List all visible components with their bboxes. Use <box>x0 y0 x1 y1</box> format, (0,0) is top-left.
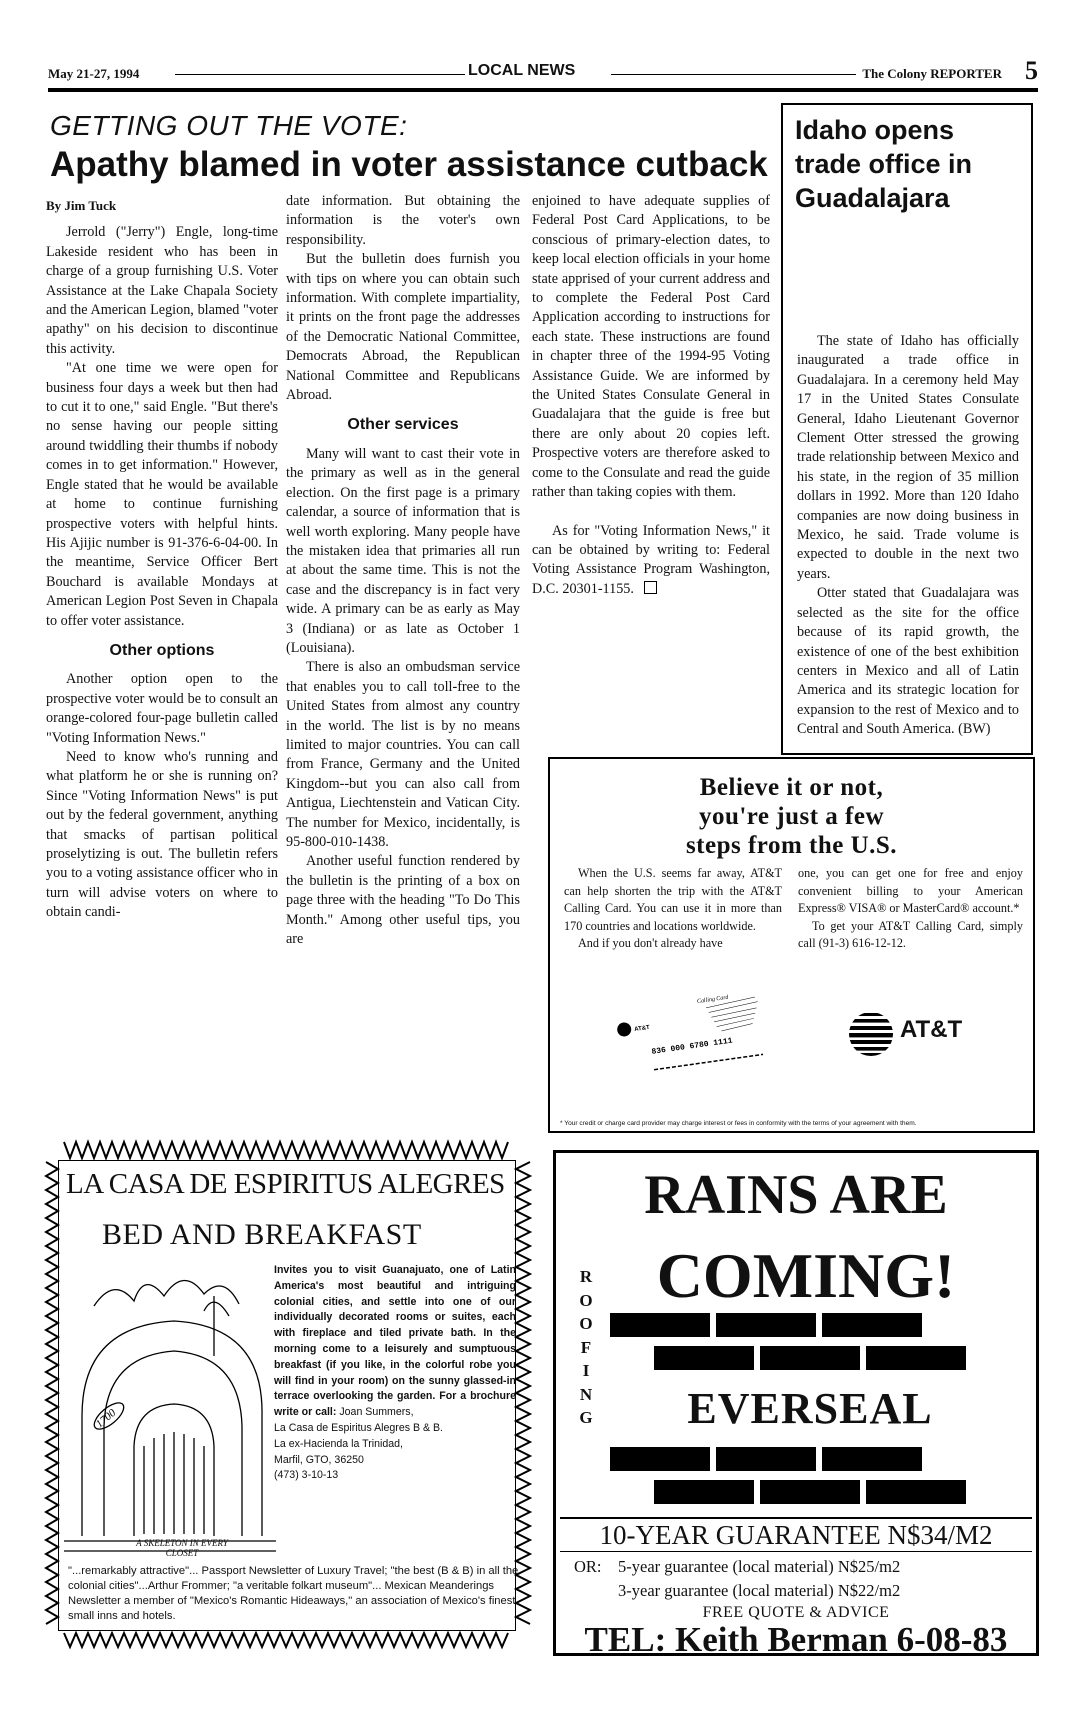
article-kicker: GETTING OUT THE VOTE: <box>50 110 408 141</box>
foliage <box>94 1280 239 1306</box>
contact-address-2: Marfil, GTO, 36250 <box>274 1453 364 1466</box>
brick <box>760 1480 860 1504</box>
roof-brand: EVERSEAL <box>687 1384 933 1433</box>
contact-phone: (473) 3-10-13 <box>274 1469 339 1482</box>
roof-guarantee: 10-YEAR GUARANTEE N$34/M2 <box>560 1517 1032 1552</box>
sidebar-body <box>797 332 1019 740</box>
att-paragraph: When the U.S. seems far away, AT&T can help shorten the trip with the AT&T Calling Card. You can use it in more than 170 countries and locations worldwide. <box>564 866 782 933</box>
vertical-letter: G <box>579 1408 593 1427</box>
option-1: 5-year guarantee (local material) N$25/m2 <box>618 1557 901 1576</box>
contact-org: La Casa de Espiritus Alegres B & B. <box>274 1421 443 1434</box>
roof-telephone: TEL: Keith Berman 6-08-83 <box>584 1620 1008 1659</box>
bnb-name: LA CASA DE ESPIRITUS ALEGRES <box>66 1168 505 1200</box>
subhead: Other services <box>347 416 459 434</box>
article-paragraph: Another useful function rendered by the bulletin is the printing of a box on page three with the heading "To Do This Month." Among other useful tips, you are <box>286 853 520 948</box>
att-ad-column-1 <box>564 865 782 953</box>
att-logo-text: AT&T <box>900 1016 963 1043</box>
article-column-1 <box>46 196 278 923</box>
or-label: OR: <box>574 1557 602 1576</box>
zigzag-left <box>46 1162 58 1624</box>
sidebar-paragraph: Otter stated that Guadalajara was selected as the site for the office because of its rapid growth, the existence of one of the best exhibition centers in Mexico and all of Latin America and its strategic location for expansion to the rest of Mexico and to Central and South America. (BW) <box>797 585 1019 738</box>
att-ad <box>548 757 1035 1133</box>
arch-outline <box>82 1321 262 1536</box>
page-number: 5 <box>1025 56 1038 85</box>
vertical-letter: F <box>580 1337 592 1357</box>
article-paragraph: Need to know who's running and what platform he or she is running on? Since "Voting Information News" is put out by the federal government, anything that smacks of partisan political proselytizing is out. The bulletin refers you to a voting assistance officer who in turn will advise voters on where to obtain candi- <box>46 748 278 921</box>
bnb-blurb <box>274 1263 516 1484</box>
masthead <box>48 56 1038 86</box>
article-column-2 <box>286 192 520 949</box>
att-ad-headline <box>550 773 1033 860</box>
free-quote: FREE QUOTE & ADVICE <box>702 1604 890 1621</box>
card-label: Calling Card <box>696 994 729 1006</box>
vertical-letter: R <box>579 1267 593 1286</box>
att-paragraph: one, you can get one for free and enjoy convenient billing to your American Express® VISA® or MasterCard® account.* <box>798 866 1023 916</box>
plaque-year: 1700 <box>93 1406 119 1431</box>
brick <box>822 1313 922 1337</box>
att-paragraph: And if you don't already have <box>578 936 723 951</box>
article-paragraph: Many will want to cast their vote in the primary as well as in the general election. On the first page is a primary calendar, a source of information that is well worth exploring. Many people have the mistaken idea that primaries all run at about the same time. This is not the case and the discrepancy is in fact very wide. A primary can be as early as May 3 (Indiana) or as late as October 1 (Louisiana). <box>286 445 520 656</box>
sidebar-headline: Idaho opens trade office in Guadalajara <box>795 115 973 213</box>
bnb-blurb-text: Invites you to visit Guanajuato, one of Latin America's most beautiful and intriguing colonial cities, and settle into one of our individually decorated rooms or suites, each with fireplace and tiled private bath. In the morning come to a leisurely and sumptuous breakfast (if you like, in the colorful robe you will find in your room) on the sunny glassed-in terrace overlooking the garden. For a brochure write or call: <box>274 1264 516 1419</box>
att-ad-column-2 <box>798 865 1023 953</box>
brick <box>654 1480 754 1504</box>
roof-headline-1: RAINS ARE <box>644 1164 948 1226</box>
idaho-sidebar <box>781 103 1033 755</box>
att-paragraph: To get your AT&T Calling Card, simply call (91-3) 616-12-12. <box>798 918 1023 951</box>
bnb-testimonials: "...remarkably attractive"... Passport Newsletter of Luxury Travel; "the best (B & B) in all the colonial cities"...Arthur Frommer; "a veritable folkart museum"... Mexican Meanderings Newsletter a member of "Mexico's Romantic Hideaways," an association of Mexico's finest small inns and hotels. <box>68 1565 519 1622</box>
option-2: 3-year guarantee (local material) N$22/m2 <box>618 1581 901 1600</box>
plant <box>204 1296 229 1356</box>
vertical-letter: O <box>579 1314 593 1333</box>
sidebar-paragraph: The state of Idaho has officially inaugurated a trade office in Guadalajara. In a ceremony held May 17 in the United States Consulate General, Idaho Lieutenant Governor Clement Otter stressed the growing trade relationship between Mexico and his state, in the region of 35 million dollars in 1992. More than 120 Idaho companies are now doing business in Mexico, he said. Trade volume is expected to double in the next two years. <box>797 333 1019 582</box>
brick <box>610 1447 710 1471</box>
brick <box>654 1346 754 1370</box>
att-fineprint: * Your credit or charge card provider may charge interest or fees in conformity with the terms of your agreement with them. <box>560 1120 917 1127</box>
vertical-letter: I <box>582 1361 590 1380</box>
byline: By Jim Tuck <box>46 198 117 213</box>
card-globe-icon <box>616 1022 632 1038</box>
article-paragraph: There is also an ombudsman service that enables you to call toll-free to the United States from almost any country in the world. The list is by no means limited to major countries. You can call from France, Germany and the United Kingdom--but you can also call from Antigua, Liechtenstein and Vatican City. The number for Mexico, incidentally, is 95-800-010-1438. <box>286 659 520 850</box>
vertical-letter: O <box>579 1290 593 1310</box>
bnb-ad <box>44 1138 532 1651</box>
roofing-ad <box>553 1150 1039 1659</box>
zigzag-right <box>516 1162 530 1624</box>
issue-date: May 21-27, 1994 <box>48 66 140 81</box>
card-number: 836 000 6780 1111 <box>651 1036 734 1057</box>
roof-headline-2: COMING! <box>656 1240 956 1311</box>
brick <box>866 1346 966 1370</box>
article-paragraph: "At one time we were open for business four days a week but then had to cut it to one," said Engle. "But there's no sense having our people sitting around twiddling their thumbs if nobody comes in to get information." However, Engle stated that he would be available at home to continue furnishing prospective voters with helpful hints. His Ajijic number is 91-376-6-04-00. In the meantime, Service Officer Bert Bouchard is available Mondays at American Legion Post Seven in Chapala to offer voter assistance. <box>46 360 278 629</box>
doorway-illustration <box>64 1266 276 1562</box>
publication-name: The Colony REPORTER <box>862 66 1002 81</box>
article-paragraph: date information. But obtaining the information is the voter's own responsibility. <box>286 193 520 248</box>
article-headline: Apathy blamed in voter assistance cutback <box>50 145 768 184</box>
article-paragraph: enjoined to have adequate supplies of Federal Post Card Applications, to be conscious of primary-election dates, to keep local election officials in your home state apprised of your current address and to complete the Federal Post Card Application according to instructions for each state. These instructions are found in chapter three of the 1994-95 Voting Assistance Guide. We are informed by the United States Consulate General in Guadalajara that the guide is free but there are only about 20 copies left. Prospective voters are therefore asked to come to the Consulate and read the guide rather than taking copies with them. <box>532 193 770 501</box>
masthead-rule-left <box>175 74 465 75</box>
end-mark-icon <box>644 581 657 594</box>
article-paragraph: Jerrold ("Jerry") Engle, long-time Lakeside resident who has been in charge of a group furnishing U.S. Voter Assistance at the Lake Chapala Society and the American Legion, blamed "voter apathy" on his decision to discontinue this activity. <box>46 224 278 357</box>
bnb-subtitle: BED AND BREAKFAST <box>102 1218 422 1251</box>
article-paragraph <box>532 522 770 600</box>
card-brand: AT&T <box>633 1024 651 1034</box>
brick <box>760 1346 860 1370</box>
zigzag-bottom <box>64 1633 508 1647</box>
vertical-letter: N <box>579 1384 593 1404</box>
article-paragraph: But the bulletin does furnish you with tips on where you can obtain such information. With complete impartiality, it prints on the front page the addresses of the Democratic National Committee, Democrats Abroad, the Republican National Committee and Republicans Abroad. <box>286 251 520 404</box>
article-column-3 <box>532 192 770 599</box>
door-bars <box>144 1432 204 1534</box>
att-headline-line: steps from the U.S. <box>685 832 898 859</box>
inner-arch <box>104 1351 242 1536</box>
contact-name: Joan Summers, <box>339 1406 414 1419</box>
card-code-line <box>654 1054 763 1069</box>
brick <box>610 1313 710 1337</box>
calling-card-image <box>610 989 790 1085</box>
att-headline-line: Believe it or not, <box>699 774 884 801</box>
brick <box>866 1480 966 1504</box>
att-headline-line: you're just a few <box>698 803 885 830</box>
contact-address-1: La ex-Hacienda la Trinidad, <box>274 1437 403 1450</box>
subhead: Other options <box>109 641 215 659</box>
masthead-rule-right <box>611 74 856 75</box>
article-paragraph: Another option open to the prospective voter would be to consult an orange-colored four-page bulletin called "Voting Information News." <box>46 671 278 746</box>
masthead-divider <box>48 88 1038 92</box>
illustration-caption: A SKELETON IN EVERY CLOSET <box>136 1538 228 1558</box>
section-name: LOCAL NEWS <box>468 62 576 79</box>
brick <box>716 1447 816 1471</box>
zigzag-top <box>64 1142 508 1158</box>
brick <box>822 1447 922 1471</box>
article-paragraph-text: As for "Voting Information News," it can be obtained by writing to: Federal Voting Assistance Program Washington, D.C. 20301-1155. <box>532 522 770 597</box>
brick <box>716 1313 816 1337</box>
